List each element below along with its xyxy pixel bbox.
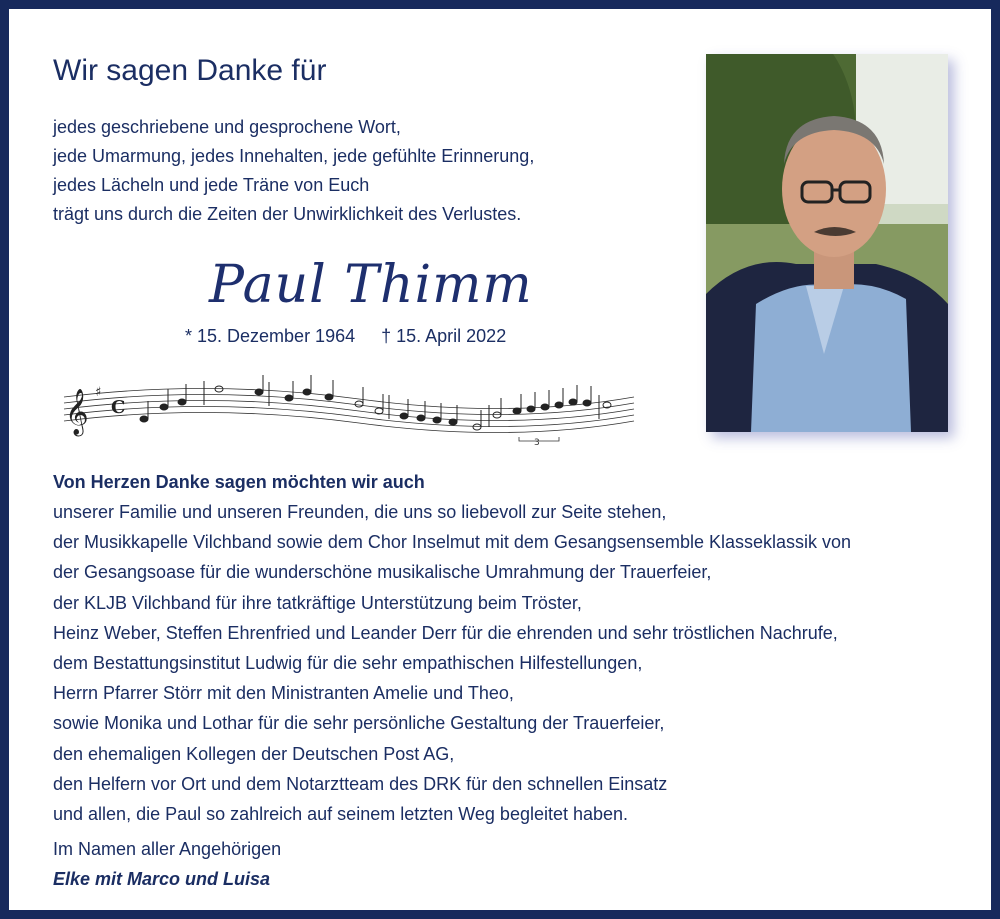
headline: Wir sagen Danke für xyxy=(53,54,327,87)
thanks-line: dem Bestattungsinstitut Ludwig für die sehr empathischen Hilfestellungen, xyxy=(53,653,643,674)
thanks-line: Herrn Pfarrer Störr mit den Ministranten Amelie und Theo, xyxy=(53,683,514,704)
thanks-line: der Musikkapelle Vilchband sowie dem Chor Inselmut mit dem Gesangsensemble Klasseklassik von xyxy=(53,532,852,553)
thanks-line: der Gesangsoase für die wunderschöne musikalische Umrahmung der Trauerfeier, xyxy=(53,562,712,583)
sharp-icon: ♯ xyxy=(95,385,102,400)
closing-block xyxy=(53,834,281,894)
intro-text xyxy=(53,113,534,229)
intro-line: jedes Lächeln und jede Träne von Euch xyxy=(53,175,370,195)
intro-line: trägt uns durch die Zeiten der Unwirklichkeit des Verlustes. xyxy=(53,204,522,224)
closing-line: Im Namen aller Angehörigen xyxy=(53,839,282,859)
death-date: † 15. April 2022 xyxy=(381,326,507,346)
treble-clef-icon: 𝄞 xyxy=(65,389,89,435)
intro-line: jedes geschriebene und gesprochene Wort, xyxy=(53,117,401,137)
signature-names: Elke mit Marco und Luisa xyxy=(53,869,271,889)
life-dates xyxy=(185,326,506,347)
portrait-photo xyxy=(706,54,948,432)
thanks-line: und allen, die Paul so zahlreich auf seinem letzten Weg begleitet haben. xyxy=(53,804,629,825)
thanks-line: den Helfern vor Ort und dem Notarztteam des DRK für den schnellen Einsatz xyxy=(53,773,668,794)
common-time-icon: C xyxy=(111,397,126,418)
music-notes-illustration xyxy=(59,369,639,449)
thanks-heading: Von Herzen Danke sagen möchten wir auch xyxy=(53,472,425,492)
thanks-line: unserer Familie und unseren Freunden, die uns so liebevoll zur Seite stehen, xyxy=(53,502,667,522)
thanks-line: den ehemaligen Kollegen der Deutschen Post AG, xyxy=(53,743,455,764)
thanks-line: der KLJB Vilchband für ihre tatkräftige Unterstützung beim Tröster, xyxy=(53,592,582,613)
triplet-mark: 3 xyxy=(534,438,540,448)
birth-date: * 15. Dezember 1964 xyxy=(185,326,356,346)
thanks-line: Heinz Weber, Steffen Ehrenfried und Leander Derr für die ehrenden und sehr tröstlichen Nachrufe, xyxy=(53,622,838,643)
thanks-list xyxy=(53,497,851,829)
deceased-name: Paul Thimm xyxy=(209,255,533,315)
intro-line: jede Umarmung, jedes Innehalten, jede gefühlte Erinnerung, xyxy=(53,146,535,166)
thanks-line: sowie Monika und Lothar für die sehr persönliche Gestaltung der Trauerfeier, xyxy=(53,713,665,734)
